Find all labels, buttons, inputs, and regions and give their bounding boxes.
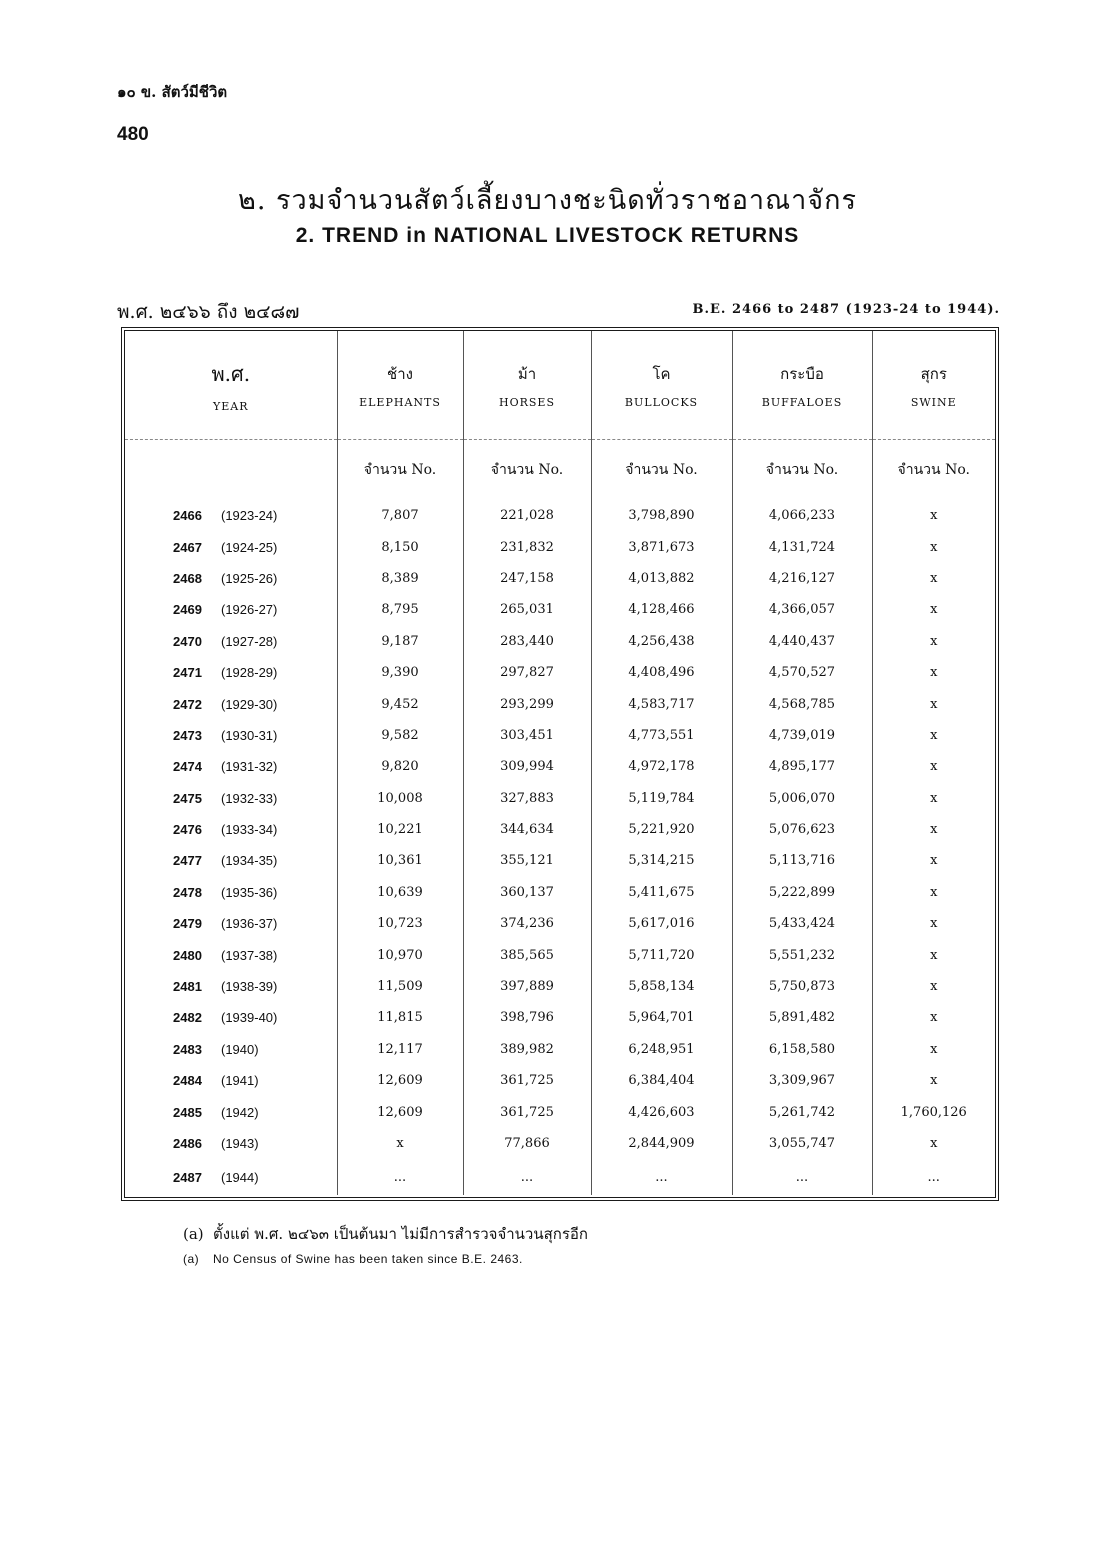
- cell-buffaloes: 3,309,967: [732, 1065, 872, 1096]
- cell-elephants: 10,361: [337, 845, 463, 876]
- year-cell: [125, 594, 337, 625]
- livestock-table-frame: [121, 327, 999, 1201]
- cell-bullocks: ...: [591, 1159, 732, 1195]
- title-english: 2. TREND in NATIONAL LIVESTOCK RETURNS: [295, 224, 800, 247]
- column-header-thai: ช้าง: [387, 364, 413, 383]
- footnote-mark: (a): [183, 1225, 204, 1243]
- title-thai: ๒. รวมจำนวนสัตว์เลี้ยงบางชะนิดทั่วราชอาณาจักร: [238, 185, 857, 216]
- cell-bullocks: 5,617,016: [591, 908, 732, 939]
- year-cell: [125, 1159, 337, 1195]
- period-thai: พ.ศ. ๒๔๖๖ ถึง ๒๔๘๗: [117, 301, 300, 323]
- table-row: [125, 657, 995, 688]
- cell-swine: x: [872, 845, 995, 876]
- cell-buffaloes: 5,891,482: [732, 1002, 872, 1033]
- year-ce: (1927-28): [221, 633, 278, 649]
- cell-horses: 344,634: [463, 814, 591, 845]
- cell-horses: ...: [463, 1159, 591, 1195]
- year-be: 2475: [173, 790, 202, 806]
- column-header-bullocks: [591, 331, 732, 440]
- cell-buffaloes: 4,440,437: [732, 626, 872, 657]
- unit-label: จำนวน No.: [872, 440, 995, 501]
- year-ce: (1934-35): [221, 853, 278, 869]
- footnote-thai: [183, 1222, 588, 1246]
- year-be: 2483: [173, 1041, 202, 1057]
- year-cell: [125, 500, 337, 531]
- cell-bullocks: 4,583,717: [591, 688, 732, 719]
- cell-swine: x: [872, 1034, 995, 1065]
- cell-bullocks: 3,871,673: [591, 531, 732, 562]
- cell-swine: x: [872, 594, 995, 625]
- year-cell: [125, 814, 337, 845]
- year-cell: [125, 939, 337, 970]
- column-header-swine: [872, 331, 995, 440]
- cell-buffaloes: 4,570,527: [732, 657, 872, 688]
- cell-horses: 221,028: [463, 500, 591, 531]
- year-ce: (1926-27): [221, 602, 278, 618]
- column-header-elephants: [337, 331, 463, 440]
- year-be: 2480: [173, 947, 202, 963]
- cell-buffaloes: 5,076,623: [732, 814, 872, 845]
- cell-swine: x: [872, 1128, 995, 1159]
- livestock-table: [125, 331, 995, 1195]
- year-ce: (1941): [221, 1073, 259, 1089]
- year-cell: [125, 1034, 337, 1065]
- year-be: 2477: [173, 853, 202, 869]
- cell-bullocks: 5,221,920: [591, 814, 732, 845]
- cell-swine: x: [872, 939, 995, 970]
- cell-bullocks: 5,411,675: [591, 877, 732, 908]
- year-be: 2485: [173, 1104, 202, 1120]
- year-ce: (1944): [221, 1169, 259, 1185]
- cell-buffaloes: 4,066,233: [732, 500, 872, 531]
- cell-buffaloes: 5,433,424: [732, 908, 872, 939]
- year-ce: (1924-25): [221, 539, 278, 555]
- unit-label: จำนวน No.: [732, 440, 872, 501]
- year-cell: [125, 1128, 337, 1159]
- column-header-buffaloes: [732, 331, 872, 440]
- year-cell: [125, 971, 337, 1002]
- cell-elephants: 9,452: [337, 688, 463, 719]
- year-ce: (1938-39): [221, 979, 278, 995]
- cell-swine: x: [872, 626, 995, 657]
- cell-elephants: 8,795: [337, 594, 463, 625]
- cell-swine: x: [872, 1065, 995, 1096]
- cell-buffaloes: ...: [732, 1159, 872, 1195]
- table-row: [125, 626, 995, 657]
- cell-bullocks: 4,426,603: [591, 1096, 732, 1127]
- cell-bullocks: 4,256,438: [591, 626, 732, 657]
- year-ce: (1936-37): [221, 916, 278, 932]
- year-be: 2473: [173, 727, 202, 743]
- cell-bullocks: 5,314,215: [591, 845, 732, 876]
- year-be: 2481: [173, 979, 202, 995]
- column-header-row: [125, 331, 995, 440]
- cell-buffaloes: 4,895,177: [732, 751, 872, 782]
- year-be: 2467: [173, 539, 202, 555]
- column-header-year: [125, 331, 337, 440]
- cell-horses: 374,236: [463, 908, 591, 939]
- cell-horses: 361,725: [463, 1096, 591, 1127]
- year-be: 2482: [173, 1010, 202, 1026]
- cell-horses: 247,158: [463, 563, 591, 594]
- cell-elephants: 7,807: [337, 500, 463, 531]
- year-cell: [125, 626, 337, 657]
- cell-elephants: 12,609: [337, 1096, 463, 1127]
- column-header-english: BUFFALOES: [761, 395, 843, 409]
- cell-swine: x: [872, 971, 995, 1002]
- year-ce: (1925-26): [221, 570, 278, 586]
- cell-swine: x: [872, 500, 995, 531]
- table-row: [125, 1159, 995, 1195]
- table-row: [125, 845, 995, 876]
- cell-swine: x: [872, 531, 995, 562]
- cell-bullocks: 5,711,720: [591, 939, 732, 970]
- cell-swine: x: [872, 783, 995, 814]
- footnote-thai-text: ตั้งแต่ พ.ศ. ๒๔๖๓ เป็นต้นมา ไม่มีการสำรวจจำนวนสุกรอีก: [213, 1225, 588, 1243]
- cell-elephants: 9,187: [337, 626, 463, 657]
- table-row: [125, 939, 995, 970]
- year-ce: (1943): [221, 1136, 259, 1151]
- column-header-horses: [463, 331, 591, 440]
- year-cell: [125, 657, 337, 688]
- table-row: [125, 594, 995, 625]
- cell-elephants: 11,509: [337, 971, 463, 1002]
- column-header-english: YEAR: [212, 399, 249, 413]
- year-cell: [125, 783, 337, 814]
- year-cell: [125, 688, 337, 719]
- column-header-thai: ม้า: [517, 364, 537, 383]
- footnote-english: [183, 1252, 523, 1266]
- cell-elephants: 10,970: [337, 939, 463, 970]
- year-ce: (1928-29): [221, 665, 278, 681]
- cell-elephants: 11,815: [337, 1002, 463, 1033]
- cell-buffaloes: 5,261,742: [732, 1096, 872, 1127]
- page-number: 480: [117, 124, 149, 145]
- table-body: [125, 500, 995, 1195]
- cell-buffaloes: 5,551,232: [732, 939, 872, 970]
- year-cell: [125, 845, 337, 876]
- cell-swine: x: [872, 657, 995, 688]
- year-ce: (1931-32): [221, 759, 278, 775]
- table-row: [125, 971, 995, 1002]
- year-be: 2470: [173, 633, 202, 649]
- table-row: [125, 877, 995, 908]
- cell-horses: 293,299: [463, 688, 591, 719]
- year-be: 2476: [173, 822, 202, 838]
- year-be: 2486: [173, 1136, 202, 1151]
- cell-buffaloes: 5,113,716: [732, 845, 872, 876]
- cell-swine: x: [872, 814, 995, 845]
- year-be: 2479: [173, 916, 202, 932]
- cell-bullocks: 5,119,784: [591, 783, 732, 814]
- cell-bullocks: 4,408,496: [591, 657, 732, 688]
- cell-horses: 355,121: [463, 845, 591, 876]
- cell-horses: 297,827: [463, 657, 591, 688]
- cell-buffaloes: 5,222,899: [732, 877, 872, 908]
- cell-buffaloes: 3,055,747: [732, 1128, 872, 1159]
- year-ce: (1937-38): [221, 947, 278, 963]
- cell-horses: 77,866: [463, 1128, 591, 1159]
- table-row: [125, 908, 995, 939]
- year-cell: [125, 531, 337, 562]
- cell-swine: x: [872, 563, 995, 594]
- table-row: [125, 1065, 995, 1096]
- cell-swine: x: [872, 751, 995, 782]
- year-cell: [125, 751, 337, 782]
- unit-label: จำนวน No.: [337, 440, 463, 501]
- cell-buffaloes: 4,216,127: [732, 563, 872, 594]
- column-header-thai: พ.ศ.: [211, 361, 251, 386]
- cell-swine: x: [872, 877, 995, 908]
- table-row: [125, 814, 995, 845]
- year-ce: (1930-31): [221, 727, 278, 743]
- cell-bullocks: 4,128,466: [591, 594, 732, 625]
- year-be: 2466: [173, 508, 202, 524]
- cell-horses: 303,451: [463, 720, 591, 751]
- cell-horses: 265,031: [463, 594, 591, 625]
- cell-buffaloes: 4,366,057: [732, 594, 872, 625]
- table-row: [125, 1002, 995, 1033]
- cell-horses: 283,440: [463, 626, 591, 657]
- cell-bullocks: 4,773,551: [591, 720, 732, 751]
- table-row: [125, 751, 995, 782]
- column-header-thai: สุกร: [920, 364, 947, 383]
- cell-elephants: 10,008: [337, 783, 463, 814]
- table-row: [125, 563, 995, 594]
- year-cell: [125, 1096, 337, 1127]
- column-header-english: BULLOCKS: [624, 395, 699, 409]
- table-row: [125, 500, 995, 531]
- cell-buffaloes: 4,568,785: [732, 688, 872, 719]
- footnote-english-text: No Census of Swine has been taken since B.E. 2463.: [213, 1252, 523, 1266]
- year-cell: [125, 908, 337, 939]
- cell-swine: x: [872, 1002, 995, 1033]
- cell-elephants: 9,390: [337, 657, 463, 688]
- year-ce: (1942): [221, 1104, 259, 1120]
- table-row: [125, 1034, 995, 1065]
- cell-buffaloes: 5,006,070: [732, 783, 872, 814]
- cell-bullocks: 6,384,404: [591, 1065, 732, 1096]
- cell-horses: 385,565: [463, 939, 591, 970]
- year-ce: (1933-34): [221, 822, 278, 838]
- cell-elephants: 8,150: [337, 531, 463, 562]
- table-row: [125, 1096, 995, 1127]
- unit-label: จำนวน No.: [463, 440, 591, 501]
- column-header-english: HORSES: [499, 395, 555, 409]
- table-row: [125, 783, 995, 814]
- year-be: 2469: [173, 602, 202, 618]
- year-cell: [125, 877, 337, 908]
- column-header-thai: กระบือ: [780, 364, 824, 383]
- cell-swine: ...: [872, 1159, 995, 1195]
- footnote-mark: (a): [183, 1252, 200, 1266]
- cell-elephants: 9,820: [337, 751, 463, 782]
- cell-elephants: 12,609: [337, 1065, 463, 1096]
- cell-bullocks: 3,798,890: [591, 500, 732, 531]
- cell-bullocks: 6,248,951: [591, 1034, 732, 1065]
- cell-buffaloes: 4,131,724: [732, 531, 872, 562]
- year-be: 2487: [173, 1169, 202, 1185]
- year-be: 2478: [173, 884, 202, 900]
- cell-bullocks: 5,964,701: [591, 1002, 732, 1033]
- cell-horses: 389,982: [463, 1034, 591, 1065]
- cell-horses: 398,796: [463, 1002, 591, 1033]
- year-ce: (1935-36): [221, 884, 278, 900]
- cell-elephants: 12,117: [337, 1034, 463, 1065]
- column-header-thai: โค: [652, 364, 671, 383]
- cell-horses: 360,137: [463, 877, 591, 908]
- cell-bullocks: 2,844,909: [591, 1128, 732, 1159]
- cell-horses: 361,725: [463, 1065, 591, 1096]
- table-row: [125, 531, 995, 562]
- year-be: 2468: [173, 570, 202, 586]
- cell-horses: 309,994: [463, 751, 591, 782]
- period-english: B.E. 2466 to 2487 (1923-24 to 1944).: [692, 302, 1000, 317]
- cell-elephants: 10,221: [337, 814, 463, 845]
- year-be: 2471: [173, 665, 202, 681]
- cell-horses: 231,832: [463, 531, 591, 562]
- cell-buffaloes: 6,158,580: [732, 1034, 872, 1065]
- cell-elephants: 8,389: [337, 563, 463, 594]
- year-ce: (1932-33): [221, 790, 278, 806]
- cell-bullocks: 4,972,178: [591, 751, 732, 782]
- cell-elephants: 10,723: [337, 908, 463, 939]
- year-ce: (1940): [221, 1041, 259, 1057]
- cell-horses: 327,883: [463, 783, 591, 814]
- cell-bullocks: 5,858,134: [591, 971, 732, 1002]
- year-cell: [125, 1002, 337, 1033]
- year-cell: [125, 563, 337, 594]
- table-row: [125, 720, 995, 751]
- year-ce: (1929-30): [221, 696, 278, 712]
- year-cell: [125, 1065, 337, 1096]
- unit-cell-empty: [125, 440, 337, 501]
- year-be: 2472: [173, 696, 202, 712]
- table-row: [125, 688, 995, 719]
- cell-swine: x: [872, 720, 995, 751]
- cell-elephants: 9,582: [337, 720, 463, 751]
- column-header-english: SWINE: [910, 395, 957, 409]
- column-header-english: ELEPHANTS: [359, 395, 441, 409]
- year-be: 2474: [173, 759, 202, 775]
- table-row: [125, 1128, 995, 1159]
- cell-swine: 1,760,126: [872, 1096, 995, 1127]
- unit-row: [125, 440, 995, 501]
- cell-elephants: x: [337, 1128, 463, 1159]
- year-ce: (1939-40): [221, 1010, 278, 1026]
- running-head: ๑๐ ข. สัตว์มีชีวิต: [117, 83, 228, 101]
- year-be: 2484: [173, 1073, 202, 1089]
- cell-buffaloes: 5,750,873: [732, 971, 872, 1002]
- cell-bullocks: 4,013,882: [591, 563, 732, 594]
- cell-buffaloes: 4,739,019: [732, 720, 872, 751]
- cell-elephants: ...: [337, 1159, 463, 1195]
- unit-label: จำนวน No.: [591, 440, 732, 501]
- cell-swine: x: [872, 688, 995, 719]
- cell-elephants: 10,639: [337, 877, 463, 908]
- cell-swine: x: [872, 908, 995, 939]
- year-cell: [125, 720, 337, 751]
- year-ce: (1923-24): [221, 508, 278, 524]
- cell-horses: 397,889: [463, 971, 591, 1002]
